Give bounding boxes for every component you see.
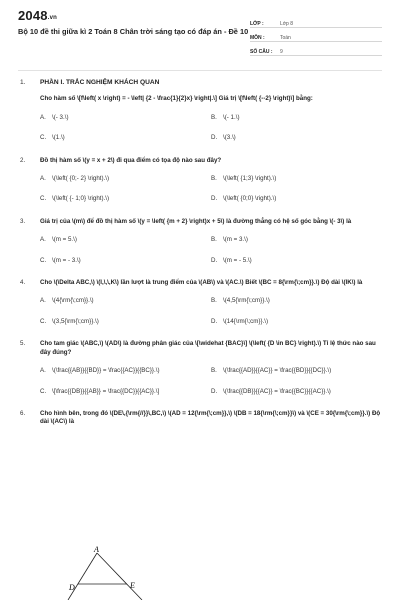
meta-value: Toán	[280, 35, 291, 41]
question-text: Cho hình bên, trong đó \(DE\,{\rm{//}}\,BC,\) \(AD = 12{\rm{\;cm}},\) \(DB = 18{\rm{\;cm}}\) và \(CE = 30{\rm{\;cm}}.\) Độ dài \(AC\) là	[40, 409, 381, 426]
option-c[interactable]	[40, 318, 211, 326]
option-b[interactable]	[211, 114, 382, 122]
option-text: \(\left( {1;3} \right).\)	[223, 175, 277, 183]
side-ac	[97, 553, 142, 600]
page-header	[18, 0, 382, 62]
option-text: \(14{\rm{\;cm}}.\)	[223, 317, 269, 325]
question-number: 6.	[20, 409, 26, 417]
header-left	[18, 8, 250, 62]
option-label: D.	[211, 256, 218, 264]
option-text: \(m = 5.\)	[52, 236, 77, 244]
option-d[interactable]	[211, 318, 382, 326]
question-text: Cho hàm số \[f\left( x \right) = - \left| {2 - \frac{1}{2}x} \right|.\] Giá trị \[f\left( {--2} \right)\] bằng:	[40, 95, 313, 103]
option-c[interactable]	[40, 257, 211, 265]
option-label: A.	[40, 175, 46, 183]
option-b[interactable]	[211, 175, 382, 183]
option-label: B.	[211, 367, 217, 375]
option-text: \(4{\rm{\;cm}}.\)	[52, 297, 94, 305]
logo-main: 2048	[18, 8, 48, 23]
option-label: A.	[40, 367, 46, 375]
option-text: \[\frac{{DB}}{{AB}} = \frac{{DC}}{{AC}}.\]	[52, 387, 160, 395]
option-b[interactable]	[211, 297, 382, 305]
option-d[interactable]	[211, 257, 382, 265]
site-logo[interactable]	[18, 8, 250, 23]
question-3	[18, 218, 382, 265]
option-label: C.	[40, 134, 47, 142]
option-text: \(1.\)	[52, 134, 65, 142]
exam-title: Bộ 10 đề thi giữa kì 2 Toán 8 Chân trời sáng tạo có đáp án - Đề 10	[18, 27, 249, 36]
option-text: \(3,5{\rm{\;cm}}.\)	[52, 317, 99, 325]
option-text: \(\frac{{AD}}{{AC}} = \frac{{BD}}{{DC}}.\)	[223, 367, 332, 375]
option-a[interactable]	[40, 367, 211, 375]
option-c[interactable]	[40, 195, 211, 203]
option-label: C.	[40, 195, 47, 203]
question-number: 1.	[20, 79, 26, 86]
meta-value: 9	[280, 49, 283, 55]
header-divider	[18, 70, 382, 71]
option-label: A.	[40, 236, 46, 244]
option-label: C.	[40, 387, 47, 395]
option-text: \(m = 3.\)	[223, 236, 248, 244]
option-text: \(4,5{\rm{\;cm}}.\)	[223, 297, 270, 305]
option-label: D.	[211, 134, 218, 142]
option-a[interactable]	[40, 236, 211, 244]
option-a[interactable]	[40, 114, 211, 122]
option-text: \(\frac{{AB}}{{BD}} = \frac{{AC}}{{BC}}.\)	[52, 367, 160, 375]
label-e: E	[130, 581, 135, 590]
option-b[interactable]	[211, 236, 382, 244]
meta-key: LỚP :	[250, 21, 264, 27]
question-number: 2.	[20, 156, 26, 164]
option-c[interactable]	[40, 134, 211, 142]
option-d[interactable]	[211, 134, 382, 142]
option-text: \(3.\)	[223, 134, 236, 142]
option-label: D.	[211, 195, 218, 203]
question-number: 3.	[20, 217, 26, 225]
question-text: Cho \(\Delta ABC,\) \(I,\,\,K\) lần lượt là trung điểm của \(AB\) và \(AC.\) Biết \(BC = 8{\rm{\;cm}}.\) Độ dài \(IK\) là	[40, 279, 363, 287]
question-6	[18, 410, 382, 427]
option-label: B.	[211, 175, 217, 183]
option-label: B.	[211, 236, 217, 244]
question-number: 4.	[20, 279, 26, 287]
meta-key: MÔN :	[250, 35, 265, 41]
option-label: B.	[211, 297, 217, 305]
option-label: C.	[40, 317, 47, 325]
question-2	[18, 157, 382, 204]
options	[40, 367, 382, 396]
option-a[interactable]	[40, 297, 211, 305]
option-label: D.	[211, 317, 218, 325]
meta-value: Lớp 8	[280, 21, 294, 27]
question-text: Giá trị của \(m\) để đồ thị hàm số \(y = \left( {m + 2} \right)x + 5\) là đường thẳng có hệ số góc bằng \(- 3\) là	[40, 217, 352, 225]
option-text: \(\frac{{DB}}{{AC}} = \frac{{BC}}{{AC}}.\)	[223, 387, 331, 395]
question-1-heading	[18, 79, 382, 87]
option-text: \(- 3.\)	[52, 113, 69, 121]
option-text: \(m = - 3.\)	[52, 256, 81, 264]
option-label: B.	[211, 113, 217, 121]
option-label: A.	[40, 297, 46, 305]
options	[40, 114, 382, 143]
label-d: D	[69, 583, 75, 592]
section-heading: PHẦN I. TRẮC NGHIỆM KHÁCH QUAN	[40, 79, 160, 86]
option-label: A.	[40, 113, 46, 121]
meta-key: SỐ CÂU :	[250, 49, 273, 55]
logo-sub: .vn	[47, 15, 58, 21]
meta-row-class	[250, 14, 382, 28]
side-ab	[68, 553, 97, 600]
option-text: \(- 1.\)	[223, 113, 240, 121]
option-c[interactable]	[40, 388, 211, 396]
option-text: \(\left( {0;0} \right).\)	[223, 195, 277, 203]
option-b[interactable]	[211, 367, 382, 375]
question-4	[18, 279, 382, 326]
question-number: 5.	[20, 340, 26, 348]
option-text: \(\left( {- 1;0} \right).\)	[52, 195, 110, 203]
option-d[interactable]	[211, 195, 382, 203]
options	[40, 175, 382, 204]
option-d[interactable]	[211, 388, 382, 396]
triangle-figure	[60, 544, 170, 600]
options	[40, 297, 382, 326]
option-label: D.	[211, 387, 218, 395]
question-5	[18, 340, 382, 396]
question-text: Đồ thị hàm số \(y = x + 2\) đi qua điểm có tọa độ nào sau đây?	[40, 156, 222, 164]
meta-row-subject	[250, 28, 382, 42]
label-a: A	[94, 545, 99, 554]
question-1	[18, 95, 382, 142]
meta-row-count	[250, 42, 382, 56]
option-label: C.	[40, 256, 47, 264]
option-text: \(m = - 5.\)	[223, 256, 252, 264]
question-text: Cho tam giác \(ABC,\) \(AD\) là đường phân giác của \[\widehat {BAC}\] \(\left( {D \in BC} \right).\) Tỉ lệ thức nào sau đây đúng?	[40, 340, 376, 356]
exam-meta	[250, 14, 382, 62]
option-text: \(\left( {0;- 2} \right).\)	[52, 175, 110, 183]
options	[40, 236, 382, 265]
option-a[interactable]	[40, 175, 211, 183]
